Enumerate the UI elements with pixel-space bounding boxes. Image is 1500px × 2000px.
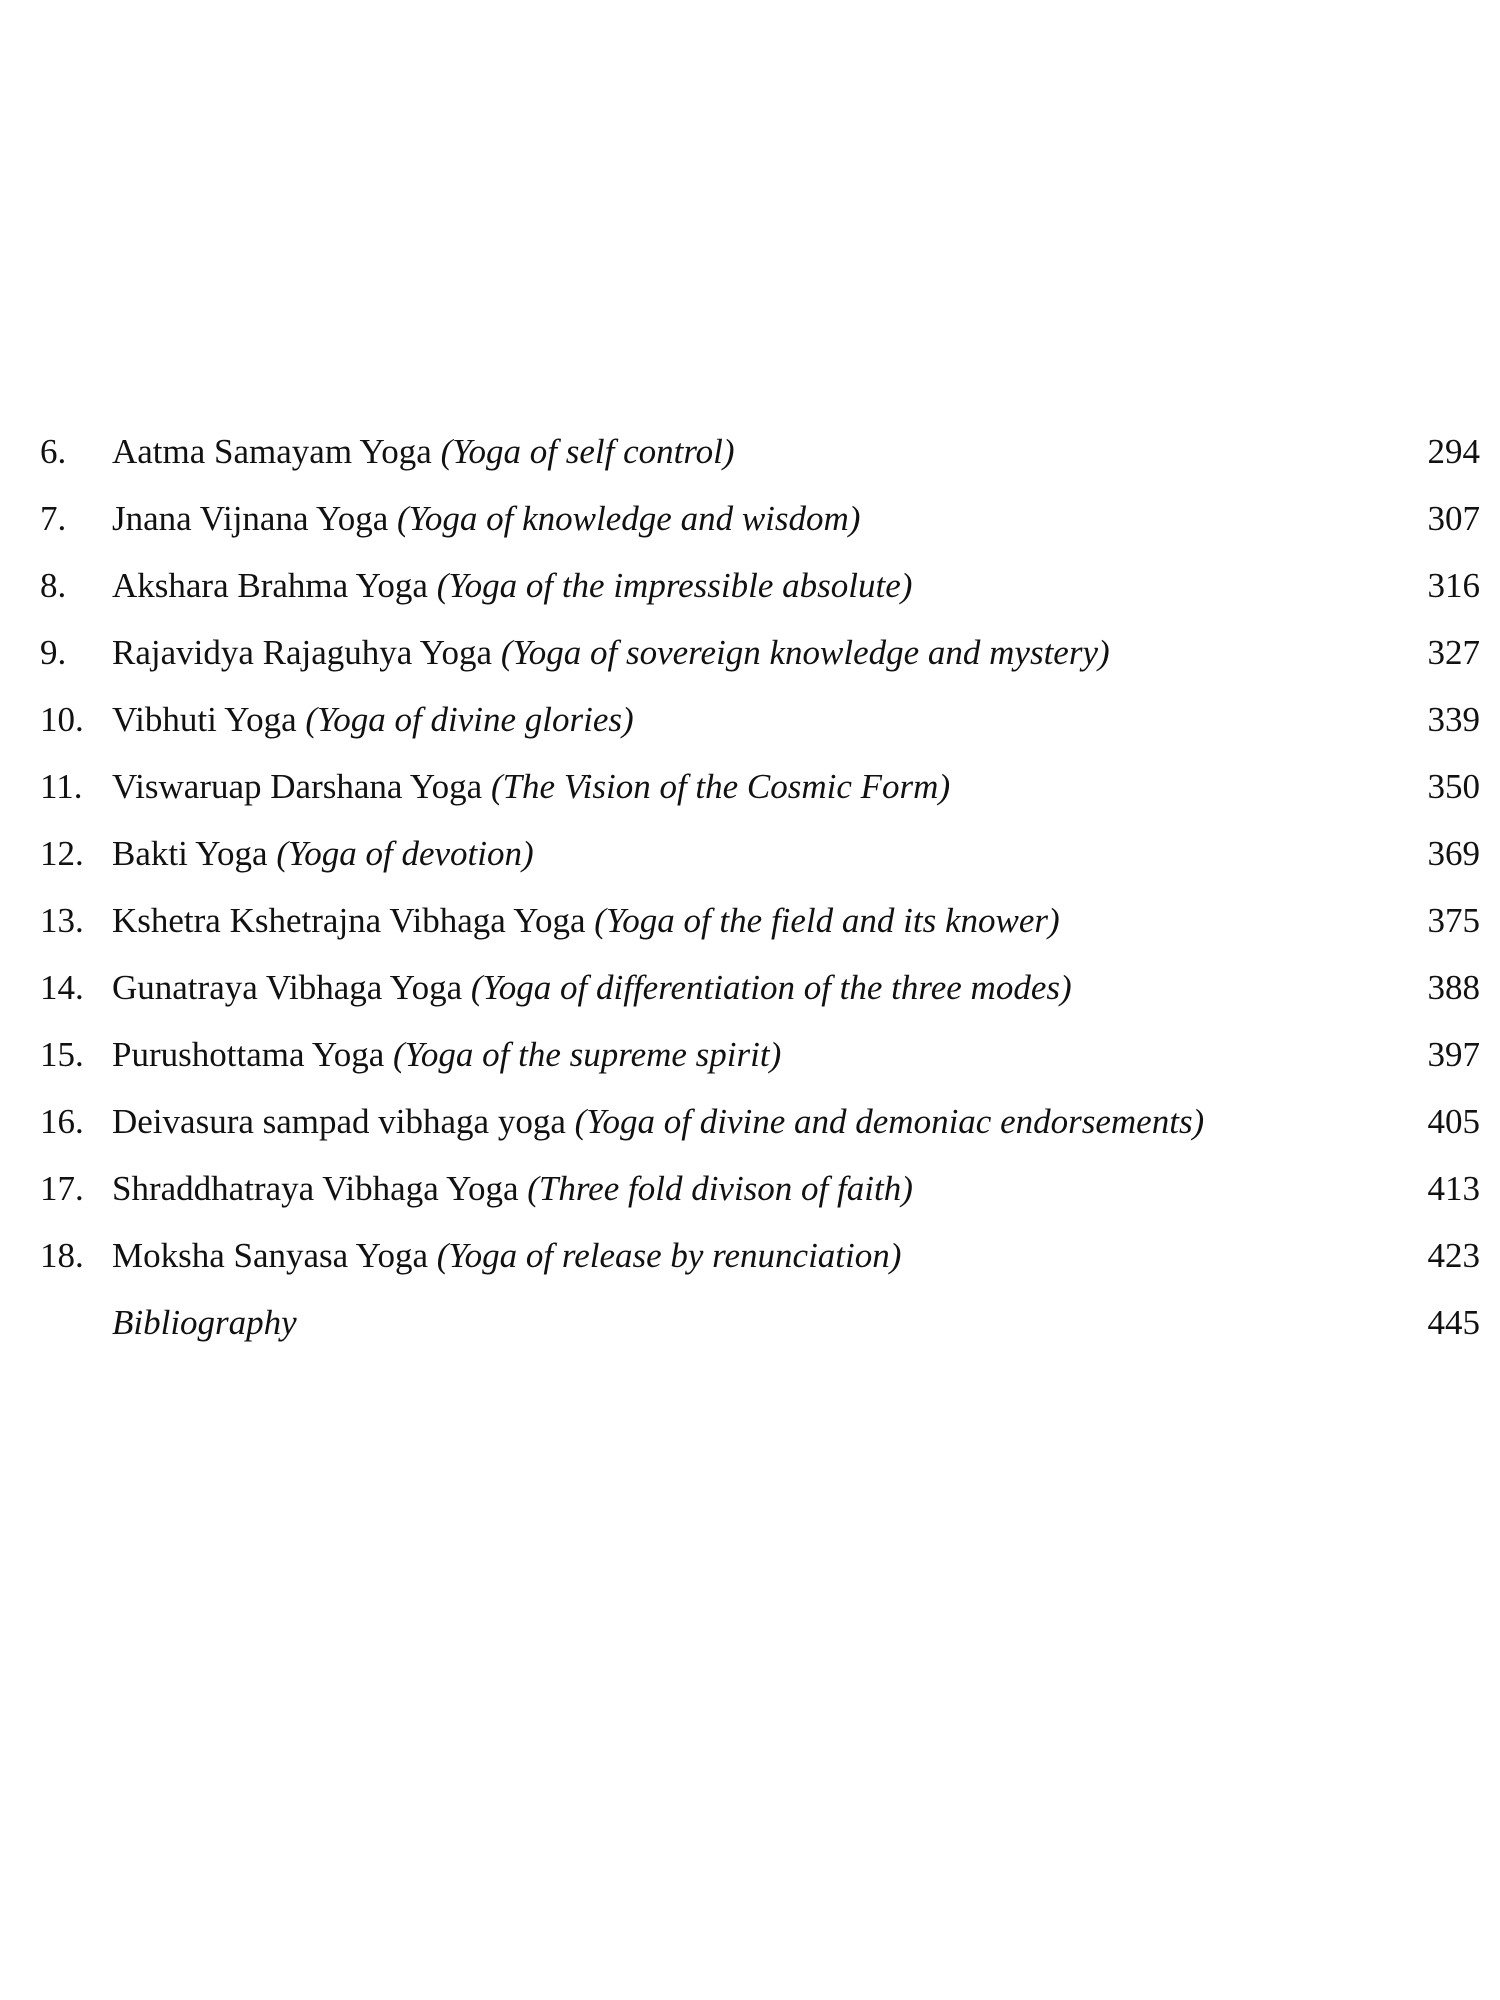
toc-entry	[40, 686, 1480, 753]
toc-entry-page: 375	[1427, 901, 1480, 940]
toc-entry-title-group	[112, 753, 950, 820]
toc-entry-title: Purushottama Yoga	[112, 1035, 385, 1074]
toc-entry-subtitle: (Three fold divison of faith)	[527, 1169, 913, 1208]
toc-entry-title: Bakti Yoga	[112, 834, 268, 873]
toc-entry-number: 18.	[40, 1236, 84, 1275]
toc-entry-subtitle: (Yoga of the field and its knower)	[594, 901, 1060, 940]
toc-entry	[40, 1021, 1480, 1088]
toc-entry-title-group	[112, 954, 1072, 1021]
toc-entry-number: 12.	[40, 834, 84, 873]
toc-entry-title-group	[112, 1155, 913, 1222]
toc-entry-number: 11.	[40, 767, 83, 806]
toc-entry	[40, 887, 1480, 954]
toc-entry-subtitle: (Yoga of release by renunciation)	[436, 1236, 902, 1275]
toc-entry-page: 413	[1427, 1169, 1480, 1208]
toc-entry-title: Aatma Samayam Yoga	[112, 432, 432, 471]
bibliography-title: Bibliography	[112, 1303, 297, 1342]
toc-entry-title-group	[112, 485, 860, 552]
toc-entry-title: Akshara Brahma Yoga	[112, 566, 428, 605]
toc-entry-page: 350	[1427, 767, 1480, 806]
toc-entry-title: Shraddhatraya Vibhaga Yoga	[112, 1169, 519, 1208]
toc-entry-page: 294	[1427, 432, 1480, 471]
toc-entry-title-group	[112, 619, 1110, 686]
toc-entry-subtitle: (Yoga of differentiation of the three modes)	[470, 968, 1072, 1007]
toc-entry	[40, 820, 1480, 887]
toc-entry	[40, 418, 1480, 485]
toc-entry-subtitle: (Yoga of divine and demoniac endorsements)	[574, 1102, 1205, 1141]
toc-entry-title: Deivasura sampad vibhaga yoga	[112, 1102, 566, 1141]
toc-entry-bibliography	[40, 1289, 1480, 1356]
toc-entry	[40, 1222, 1480, 1289]
toc-entry	[40, 1155, 1480, 1222]
toc-entry-number: 17.	[40, 1169, 84, 1208]
toc-entry-subtitle: (Yoga of the impressible absolute)	[436, 566, 913, 605]
toc-entry-number: 10.	[40, 700, 84, 739]
toc-entry-subtitle: (Yoga of divine glories)	[305, 700, 634, 739]
toc-entry-page: 339	[1427, 700, 1480, 739]
toc-entry-title-group	[112, 887, 1060, 954]
toc-entry	[40, 1088, 1480, 1155]
toc-entry-title: Viswaruap Darshana Yoga	[112, 767, 483, 806]
bibliography-page: 445	[1427, 1303, 1480, 1342]
table-of-contents	[40, 418, 1480, 1356]
toc-entry-number: 7.	[40, 499, 67, 538]
toc-entry-title-group	[112, 418, 735, 485]
toc-entry-number: 8.	[40, 566, 67, 605]
toc-entry	[40, 954, 1480, 1021]
toc-entry-title: Rajavidya Rajaguhya Yoga	[112, 633, 493, 672]
toc-entry-title-group	[112, 552, 912, 619]
toc-entry-number: 9.	[40, 633, 67, 672]
toc-entry-title: Gunatraya Vibhaga Yoga	[112, 968, 463, 1007]
toc-entry-title: Jnana Vijnana Yoga	[112, 499, 389, 538]
toc-entry-subtitle: (Yoga of devotion)	[276, 834, 534, 873]
toc-entry-page: 397	[1427, 1035, 1480, 1074]
toc-entry-subtitle: (Yoga of sovereign knowledge and mystery)	[500, 633, 1110, 672]
toc-entry-page: 423	[1427, 1236, 1480, 1275]
toc-entry-subtitle: (Yoga of knowledge and wisdom)	[397, 499, 861, 538]
toc-entry-number: 6.	[40, 432, 67, 471]
toc-entry-title-group	[112, 1088, 1204, 1155]
toc-entry-subtitle: (The Vision of the Cosmic Form)	[490, 767, 951, 806]
toc-entry	[40, 485, 1480, 552]
toc-entry	[40, 619, 1480, 686]
toc-entry-title-group	[112, 1021, 781, 1088]
toc-entry-title-group	[112, 820, 534, 887]
toc-entry-number: 16.	[40, 1102, 84, 1141]
toc-entry-page: 316	[1427, 566, 1480, 605]
toc-entry-number: 13.	[40, 901, 84, 940]
toc-entry-number: 15.	[40, 1035, 84, 1074]
toc-entry-title-group	[112, 686, 634, 753]
toc-entry-title-group	[112, 1222, 901, 1289]
toc-entry-title: Kshetra Kshetrajna Vibhaga Yoga	[112, 901, 586, 940]
toc-entry-page: 405	[1427, 1102, 1480, 1141]
toc-entry-page: 327	[1427, 633, 1480, 672]
toc-entry-page: 307	[1427, 499, 1480, 538]
toc-entry	[40, 552, 1480, 619]
toc-entry-subtitle: (Yoga of the supreme spirit)	[393, 1035, 782, 1074]
toc-entry-page: 388	[1427, 968, 1480, 1007]
toc-entry-subtitle: (Yoga of self control)	[440, 432, 735, 471]
toc-entry-title: Moksha Sanyasa Yoga	[112, 1236, 428, 1275]
toc-entry-number: 14.	[40, 968, 84, 1007]
toc-entry-title: Vibhuti Yoga	[112, 700, 297, 739]
toc-entry-page: 369	[1427, 834, 1480, 873]
toc-entry	[40, 753, 1480, 820]
